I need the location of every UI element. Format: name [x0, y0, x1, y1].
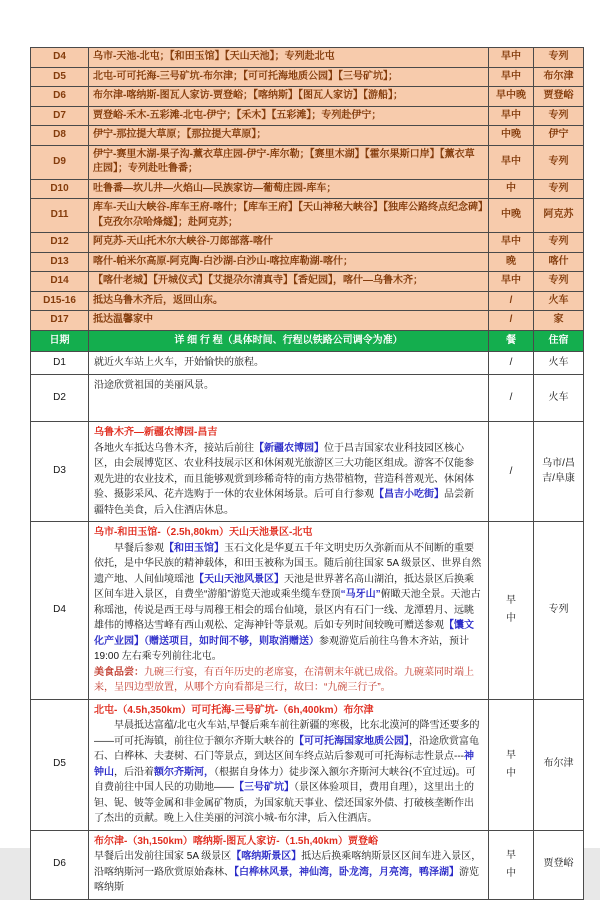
header-meal: 餐 [489, 330, 534, 352]
stay-value: 阿克苏 [534, 199, 584, 233]
stay-value: 火车 [534, 352, 584, 375]
summary-row-d13 [31, 252, 584, 272]
day-description [89, 830, 489, 899]
paragraph: 各地火车抵达乌鲁木齐，接站后前往【新疆农博园】位于昌吉国家农业科技园区核心区，由会展博览区、农业科技展示区和休闲观光旅游区三大功能区组成。游客不仅能参观先进的农业技术，而且能够观赏到珍稀奇特的南方热带植物，营造科普观光、休闲体验、摄影采风、花卉选购于一休的农业休闲场景。后可自行参观【昌吉小吃街】品尝新疆特色美食，后入住酒店休息。 [94, 442, 474, 516]
stay-value: 家 [534, 311, 584, 331]
paragraph: 乌鲁木齐—新疆农博园-昌吉 [94, 427, 218, 438]
day-label: D17 [31, 311, 89, 331]
detail-row-d3 [31, 422, 584, 522]
summary-row-d11 [31, 199, 584, 233]
detail-row-d6 [31, 830, 584, 899]
paragraph: 早餐后出发前往国家 5A 级景区【喀纳斯景区】抵达后换乘喀纳斯景区区间车进入景区，沿喀纳斯河一路欣赏原始森林、【白桦林风景，神仙湾，卧龙湾，月亮湾，鸭泽湖】游览喀纳斯 [94, 851, 482, 893]
meals-value: 早中 [489, 106, 534, 126]
paragraph: 美食品尝：九碗三行宴，有百年历史的老席宴，在清朝末年就已成俗。九碗菜同时端上来，呈四边型放置，从哪个方向看都是三行，故曰：“九碗三行子”。 [94, 666, 474, 693]
route-summary: 库车-天山大峡谷-库车王府-喀什；【库车王府】【天山神秘大峡谷】【独库公路终点纪念碑】【克孜尔尕哈烽燧】；赴阿克苏； [89, 199, 489, 233]
summary-row-d17 [31, 311, 584, 331]
stay-value: 火车 [534, 375, 584, 422]
header-date: 日期 [31, 330, 89, 352]
stay-value: 专列 [534, 179, 584, 199]
table-header-row [31, 330, 584, 352]
stay-value: 专列 [534, 522, 584, 700]
stay-value: 贾登峪 [534, 830, 584, 899]
day-description [89, 522, 489, 700]
stay-value: 贾登峪 [534, 87, 584, 107]
meals-value: / [489, 375, 534, 422]
summary-row-d7 [31, 106, 584, 126]
meals-value: 早中 [489, 522, 534, 700]
day-label: D12 [31, 233, 89, 253]
meals-value: 早中 [489, 145, 534, 179]
meals-value: 早中 [489, 699, 534, 830]
day-label: D11 [31, 199, 89, 233]
meals-value: 早中 [489, 272, 534, 292]
day-label: D13 [31, 252, 89, 272]
day-label: D10 [31, 179, 89, 199]
day-label: D4 [31, 48, 89, 68]
stay-value: 布尔津 [534, 699, 584, 830]
stay-value: 乌市/昌吉/阜康 [534, 422, 584, 522]
day-description [89, 352, 489, 375]
summary-row-d15-16 [31, 291, 584, 311]
stay-value: 喀什 [534, 252, 584, 272]
route-summary: 阿克苏-天山托木尔大峡谷-刀郎部落-喀什 [89, 233, 489, 253]
meals-value: / [489, 422, 534, 522]
itinerary-body [31, 48, 584, 900]
itinerary-table [30, 47, 584, 900]
paragraph: 布尔津-（3h,150km）喀纳斯-图瓦人家访-（1.5h,40km）贾登峪 [94, 835, 378, 847]
meals-value: 中晚 [489, 126, 534, 146]
meals-value: 晚 [489, 252, 534, 272]
day-label: D5 [31, 699, 89, 830]
meals-value: 早中 [489, 67, 534, 87]
summary-row-d4 [31, 48, 584, 68]
meals-value: / [489, 291, 534, 311]
paragraph: 早餐后参观【和田玉馆】玉石文化是华夏五千年文明史历久弥新而从不间断的重要依托，是中华民族的精神载体，和田玉被称为国玉。随后前往国家 5A 级景区、世界自然遗产地、人间仙境瑶池【天山天池风景区】天池是世界著名高山湖泊，抵达景区后换乘区间车进入景区，自费坐“游船”游览天池或乘坐缆车登顶“马牙山”俯瞰天池全景。天池古称瑶池，传说是西王母与周穆王相会的瑶台仙境，景区内有石门一线、龙潭碧月、远眺雄伟的博格达雪峰有西山观松、定海神针等景观。后如专列时间较晚可赠送参观【馕文化产业园】（赠送项目，如时间不够，则取消赠送）参观游览后前往乌鲁木齐站，预计 19:00 左右乘专列前往北屯。 [94, 542, 482, 662]
paragraph: 早晨抵达富蕴/北屯火车站,早餐后乘车前往新疆的寒极，比东北漠河的降雪还要多的——可可托海镇，前往位于额尔齐斯大峡谷的【可可托海国家地质公园】，沿途欣赏富龟石、白桦林、夫妻树、石门等景点，到达区间车终点站后参观可可托海标志性景点---神钟山，后沿着额尔齐斯河，（根据自身体力）徒步深入额尔齐斯河大峡谷(不宜过远)。可自费前往中国人民的功勋地——【三号矿坑】（景区体验项目，费用自理），这里出土的钽、铌、铍等金属和非金属矿物质，为国家航天事业、偿还国家外债、打破核垄断作出了杰出的贡献。晚上入住美丽的河滨小城-布尔津，后入住酒店。 [94, 720, 480, 824]
meals-value: 早中 [489, 830, 534, 899]
summary-row-d6 [31, 87, 584, 107]
route-summary: 布尔津-喀纳斯-图瓦人家访-贾登峪；【喀纳斯】【图瓦人家访】【游船】； [89, 87, 489, 107]
detail-row-d1 [31, 352, 584, 375]
day-label: D5 [31, 67, 89, 87]
day-label: D3 [31, 422, 89, 522]
day-description [89, 699, 489, 830]
summary-row-d5 [31, 67, 584, 87]
stay-value: 专列 [534, 145, 584, 179]
meals-value: 中晚 [489, 199, 534, 233]
meals-value: 早中晚 [489, 87, 534, 107]
day-label: D14 [31, 272, 89, 292]
stay-value: 专列 [534, 272, 584, 292]
summary-row-d9 [31, 145, 584, 179]
route-summary: 北屯-可可托海-三号矿坑-布尔津；【可可托海地质公园】【三号矿坑】； [89, 67, 489, 87]
route-summary: 抵达乌鲁木齐后，返回山东。 [89, 291, 489, 311]
day-description [89, 375, 489, 422]
detail-row-d2 [31, 375, 584, 422]
day-label: D7 [31, 106, 89, 126]
paragraph: 沿途欣赏祖国的美丽风景。 [94, 380, 214, 391]
summary-row-d14 [31, 272, 584, 292]
route-summary: 抵达温馨家中 [89, 311, 489, 331]
day-description [89, 422, 489, 522]
route-summary: 伊宁-那拉提大草原；【那拉提大草原】； [89, 126, 489, 146]
paragraph: 乌市-和田玉馆-（2.5h,80km）天山天池景区-北屯 [94, 527, 313, 538]
header-stay: 住宿 [534, 330, 584, 352]
header-detail: 详 细 行 程（具体时间、行程以铁路公司调令为准） [89, 330, 489, 352]
route-summary: 伊宁-赛里木湖-果子沟-薰衣草庄园-伊宁-库尔勒；【赛里木湖】【霍尔果斯口岸】【薰衣草庄园】；专列赴吐鲁番； [89, 145, 489, 179]
summary-row-d12 [31, 233, 584, 253]
summary-row-d8 [31, 126, 584, 146]
stay-value: 专列 [534, 233, 584, 253]
meals-value: / [489, 311, 534, 331]
detail-row-d4 [31, 522, 584, 700]
stay-value: 火车 [534, 291, 584, 311]
meals-value: 早中 [489, 233, 534, 253]
day-label: D1 [31, 352, 89, 375]
stay-value: 专列 [534, 48, 584, 68]
day-label: D2 [31, 375, 89, 422]
meals-value: / [489, 352, 534, 375]
summary-row-d10 [31, 179, 584, 199]
day-label: D6 [31, 830, 89, 899]
meals-value: 中 [489, 179, 534, 199]
stay-value: 布尔津 [534, 67, 584, 87]
stay-value: 专列 [534, 106, 584, 126]
meals-value: 早中 [489, 48, 534, 68]
detail-row-d5 [31, 699, 584, 830]
paragraph: 就近火车站上火车，开始愉快的旅程。 [94, 357, 264, 368]
day-label: D8 [31, 126, 89, 146]
day-label: D4 [31, 522, 89, 700]
day-label: D15-16 [31, 291, 89, 311]
stay-value: 伊宁 [534, 126, 584, 146]
route-summary: 乌市-天池-北屯；【和田玉馆】【天山天池】；专列赴北屯 [89, 48, 489, 68]
paragraph: 北屯-（4.5h,350km）可可托海-三号矿坑-（6h,400km）布尔津 [94, 704, 374, 716]
route-summary: 贾登峪-禾木-五彩滩-北屯-伊宁；【禾木】【五彩滩】；专列赴伊宁； [89, 106, 489, 126]
route-summary: 【喀什老城】【开城仪式】【艾提尕尔清真寺】【香妃园】，喀什—乌鲁木齐； [89, 272, 489, 292]
day-label: D9 [31, 145, 89, 179]
route-summary: 吐鲁番—坎儿井—火焰山—民族家访—葡萄庄园-库车； [89, 179, 489, 199]
day-label: D6 [31, 87, 89, 107]
route-summary: 喀什-帕米尔高原-阿克陶-白沙湖-白沙山-喀拉库勒湖-喀什； [89, 252, 489, 272]
